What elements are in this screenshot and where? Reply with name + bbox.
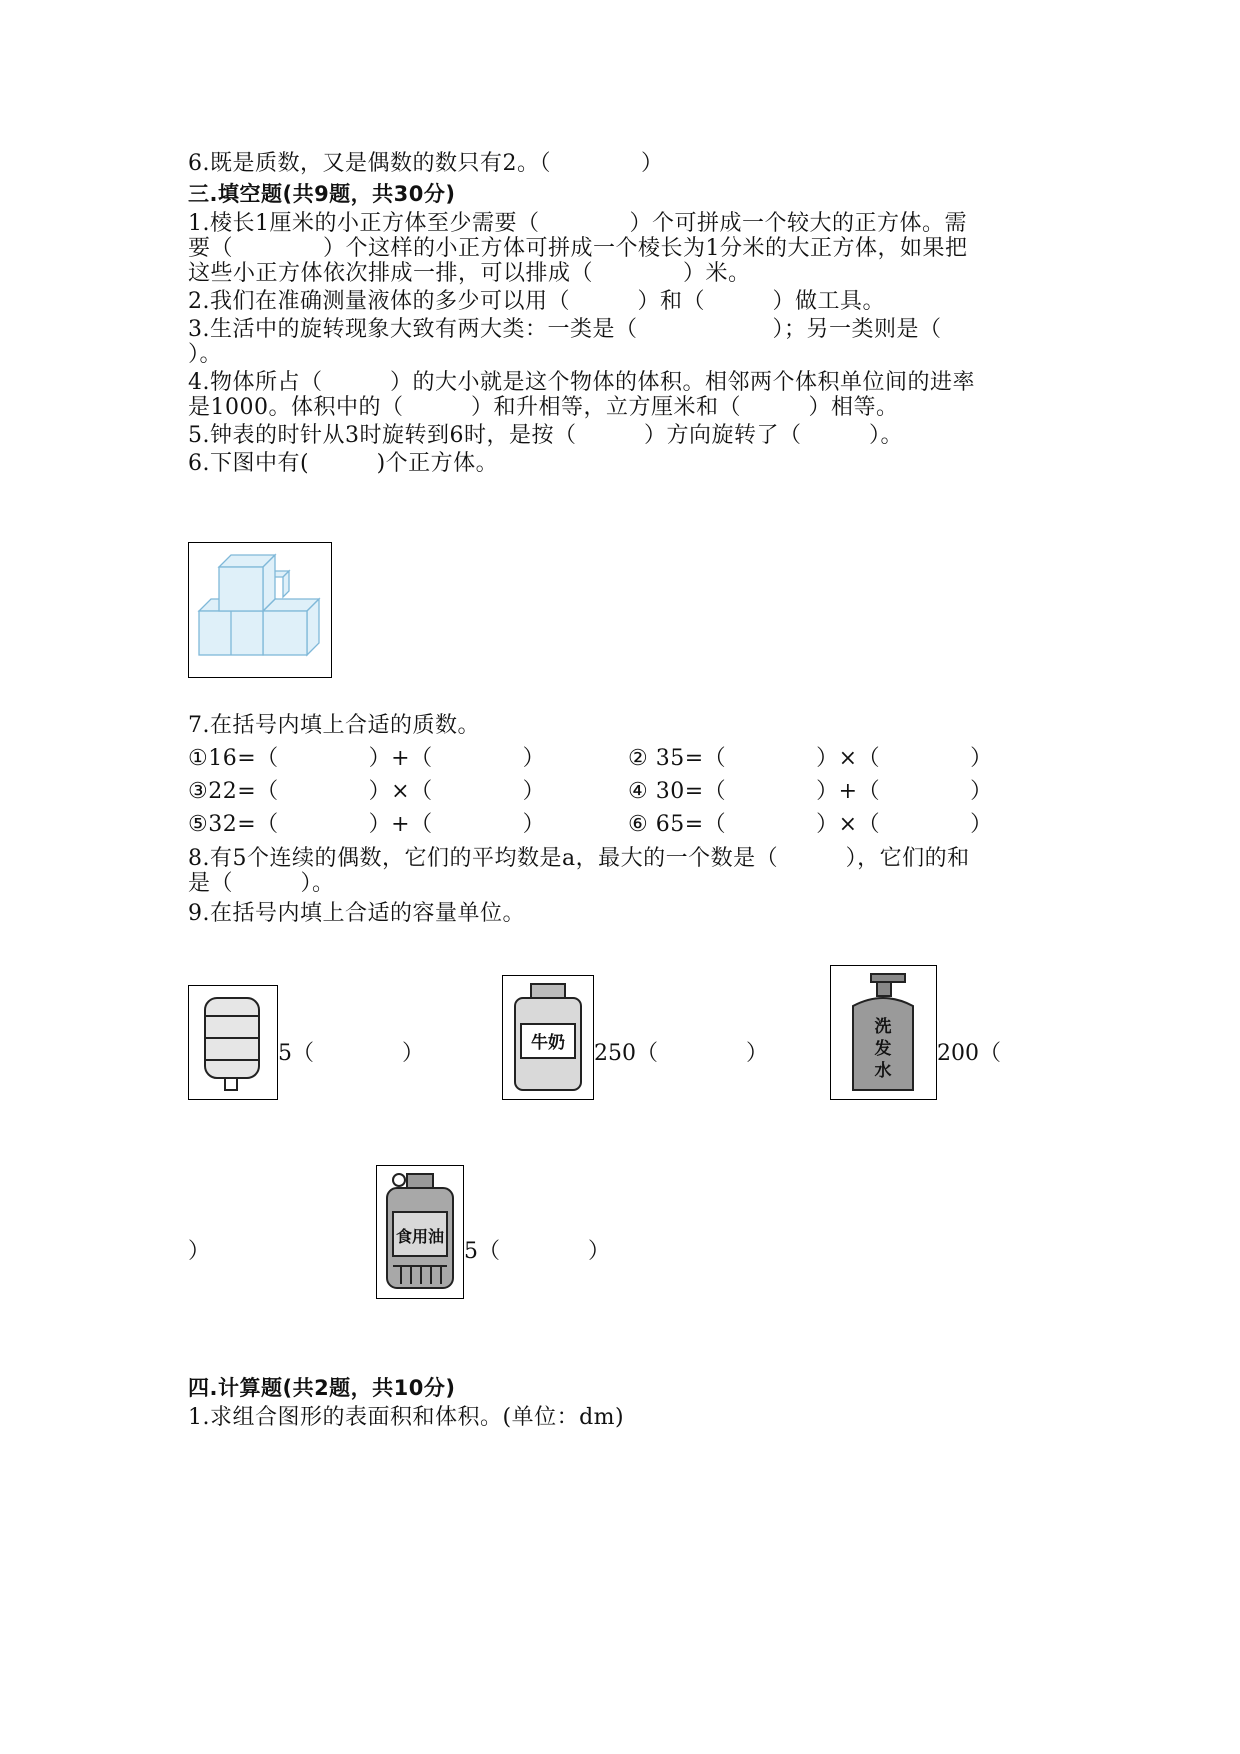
question-3-1-line1: 1.棱长1厘米的小正方体至少需要（ ）个可拼成一个较大的正方体。需 [188, 211, 967, 236]
q7-item-2: ② 35=（ ）×（ ） [628, 746, 993, 771]
q7-item-5: ⑤32=（ ）+（ ） [188, 812, 546, 837]
question-3-1-line3: 这些小正方体依次排成一排，可以排成（ ）米。 [188, 261, 751, 286]
oil-bottle-figure [376, 1165, 464, 1299]
q7-item-3: ③22=（ ）×（ ） [188, 779, 546, 804]
q7-item-4: ④ 30=（ ）+（ ） [628, 779, 993, 804]
q9-item-4-text: 5（ ） [464, 1239, 610, 1264]
section-4-heading: 四.计算题(共2题，共10分) [188, 1376, 456, 1400]
section-3-heading: 三.填空题(共9题，共30分) [188, 182, 456, 206]
q9-item-3-text: 200（ [937, 1041, 1001, 1066]
oil-bottle-icon [377, 1166, 463, 1298]
question-2-6: 6.既是质数，又是偶数的数只有2。（ ） [188, 151, 664, 176]
question-3-8-line1: 8.有5个连续的偶数，它们的平均数是a，最大的一个数是（ ），它们的和 [188, 846, 970, 871]
question-3-3-line2: ）。 [188, 342, 223, 367]
question-3-9: 9.在括号内填上合适的容量单位。 [188, 901, 525, 926]
question-3-4-line2: 是1000。体积中的（ ）和升相等，立方厘米和（ ）相等。 [188, 395, 899, 420]
milk-bottle-icon [503, 976, 593, 1099]
cubes-icon [189, 543, 331, 677]
question-3-7: 7.在括号内填上合适的质数。 [188, 713, 480, 738]
cubes-figure [188, 542, 332, 678]
question-3-3-line1: 3.生活中的旋转现象大致有两大类：一类是（ ）；另一类则是（ [188, 317, 942, 342]
question-3-2: 2.我们在准确测量液体的多少可以用（ ）和（ ）做工具。 [188, 289, 885, 314]
question-4-1: 1.求组合图形的表面积和体积。(单位：dm) [188, 1405, 625, 1430]
q9-item-3-wrap: ） [188, 1239, 211, 1264]
shampoo-label: 洗发水 [874, 1017, 892, 1081]
shampoo-bottle-icon [831, 966, 936, 1099]
question-3-8-line2: 是（ ）。 [188, 871, 335, 896]
milk-label: 牛奶 [531, 1033, 565, 1053]
milk-bottle-figure [502, 975, 594, 1100]
question-3-4-line1: 4.物体所占（ ）的大小就是这个物体的体积。相邻两个体积单位间的进率 [188, 370, 975, 395]
shampoo-bottle-figure [830, 965, 937, 1100]
oil-label: 食用油 [395, 1227, 445, 1246]
question-3-1-line2: 要（ ）个这样的小正方体可拼成一个棱长为1分米的大正方体，如果把 [188, 236, 968, 261]
q7-item-1: ①16=（ ）+（ ） [188, 746, 546, 771]
q7-item-6: ⑥ 65=（ ）×（ ） [628, 812, 993, 837]
q9-item-2-text: 250（ ） [594, 1041, 768, 1066]
question-3-5: 5.钟表的时针从3时旋转到6时，是按（ ）方向旋转了（ ）。 [188, 423, 903, 448]
question-3-6: 6.下图中有( )个正方体。 [188, 451, 499, 476]
water-jug-figure [188, 985, 278, 1100]
q9-item-1-text: 5（ ） [278, 1041, 424, 1066]
water-jug-icon [189, 986, 277, 1099]
